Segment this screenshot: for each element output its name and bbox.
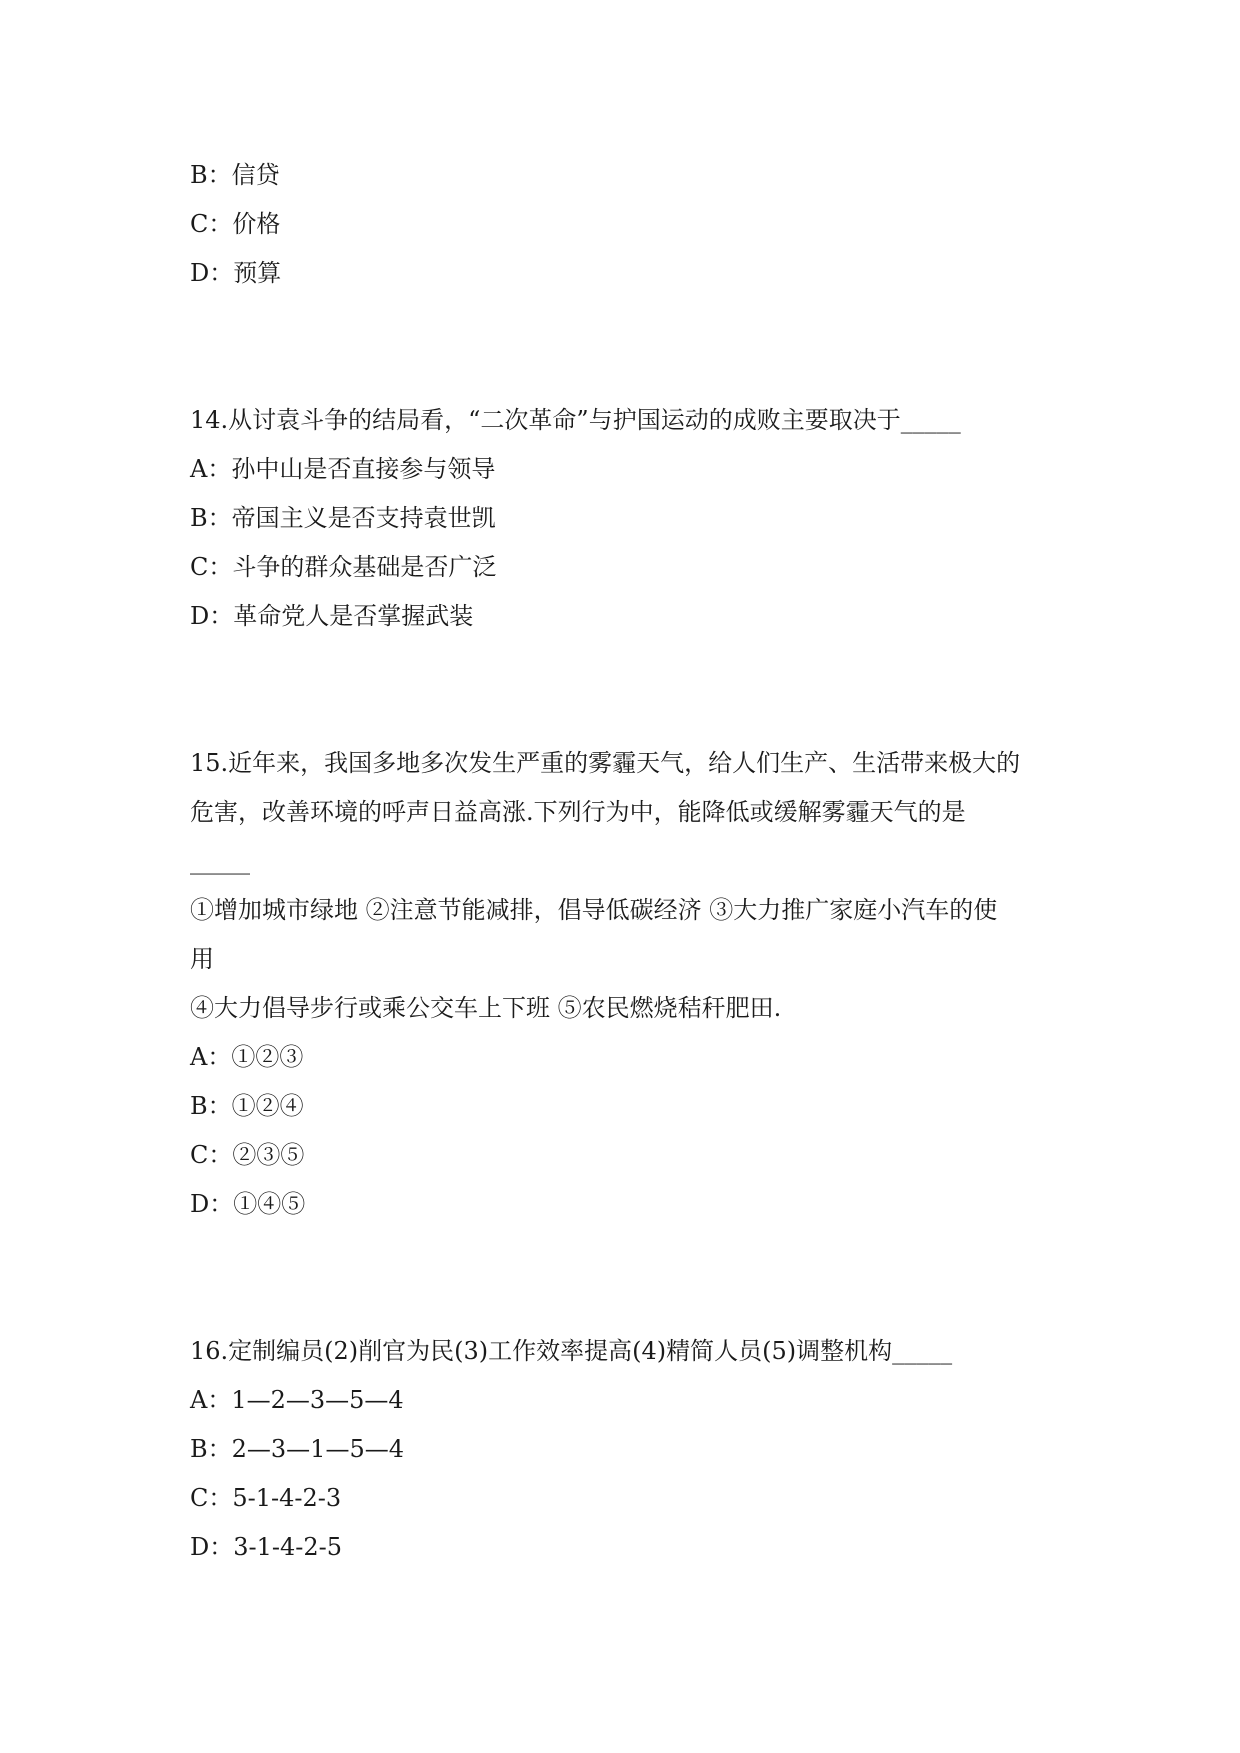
q16-option-c: C：5-1-4-2-3 [190, 1484, 342, 1512]
q16-option-a: A：1—2—3—5—4 [190, 1386, 404, 1414]
q15-option-d: D：①④⑤ [190, 1190, 306, 1218]
q15-items-line2: 用 [190, 945, 214, 973]
q13-option-d: D：预算 [190, 259, 282, 287]
q13-option-c: C：价格 [190, 210, 281, 238]
q16-option-b: B：2—3—1—5—4 [190, 1435, 404, 1463]
q14-option-c: C：斗争的群众基础是否广泛 [190, 553, 497, 581]
q15-items-line3: ④大力倡导步行或乘公交车上下班 ⑤农民燃烧秸秆肥田. [190, 994, 782, 1022]
q15-items-line1: ①增加城市绿地 ②注意节能减排，倡导低碳经济 ③大力推广家庭小汽车的使 [190, 896, 998, 924]
q16-option-d: D：3-1-4-2-5 [190, 1533, 343, 1561]
q16-stem: 16.定制编员(2)削官为民(3)工作效率提高(4)精简人员(5)调整机构_____ [190, 1337, 953, 1365]
q15-option-b: B：①②④ [190, 1092, 304, 1120]
q14-option-b: B：帝国主义是否支持袁世凯 [190, 504, 496, 532]
q15-stem-line3: _____ [190, 847, 250, 875]
q15-option-a: A：①②③ [190, 1043, 304, 1071]
q15-option-c: C：②③⑤ [190, 1141, 305, 1169]
q15-stem-line2: 危害，改善环境的呼声日益高涨.下列行为中，能降低或缓解雾霾天气的是 [190, 798, 966, 826]
document-page [190, 0, 1070, 1753]
q14-stem: 14.从讨袁斗争的结局看，“二次革命”与护国运动的成败主要取决于_____ [190, 406, 961, 434]
q13-option-b: B：信贷 [190, 161, 280, 189]
q14-option-a: A：孙中山是否直接参与领导 [190, 455, 496, 483]
q15-stem-line1: 15.近年来，我国多地多次发生严重的雾霾天气，给人们生产、生活带来极大的 [190, 749, 1021, 777]
q14-option-d: D：革命党人是否掌握武装 [190, 602, 474, 630]
